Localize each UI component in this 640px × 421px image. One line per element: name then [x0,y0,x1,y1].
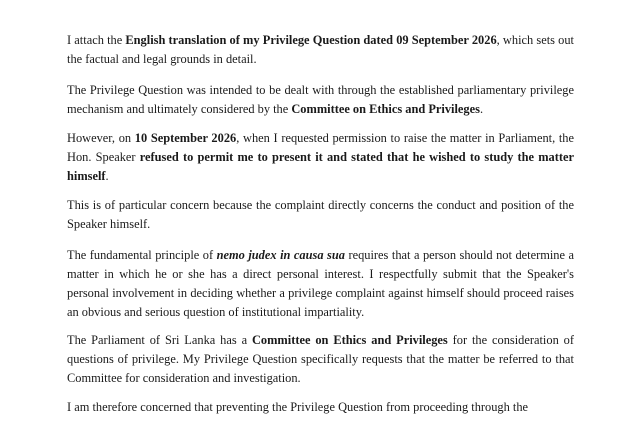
text-segment: However, on [67,131,135,145]
text-segment: , which sets out the factual and legal grounds in detail. [67,33,574,66]
text-segment: This is of particular concern because the complaint directly concerns the conduct and position of the Speaker himself. [67,198,574,231]
paragraph-conclusion-partial [67,398,574,417]
bolditalic-segment: nemo judex in causa sua [216,248,345,262]
bold-segment: Committee on Ethics and Privileges [291,102,480,116]
text-segment: for the consideration of questions of privilege. My Privilege Question specifically requests that the matter be referred to that Committee for consideration and investigation. [67,333,574,385]
bold-segment: Committee on Ethics and Privileges [251,333,448,347]
text-segment: requires that a person should not determine a matter in which he or she has a direct personal interest. I respectfully submit that the Speaker's personal involvement in deciding whether a privilege complaint against himself should proceed raises an obvious and serious question of institutional impartiality. [67,248,574,319]
bold-segment: refused to permit me to present it and stated that he wished to study the matter himself [67,150,574,183]
paragraph-committee [67,331,574,388]
text-segment: , when I requested permission to raise the matter in Parliament, the Hon. Speaker [67,131,574,164]
text-segment: The fundamental principle of [67,248,217,262]
paragraph-intended-mechanism [67,81,574,119]
paragraph-attachment [67,31,574,69]
text-segment: I am therefore concerned that preventing the Privilege Question from proceeding through the [67,400,529,414]
bold-segment: English translation of my Privilege Question dated 09 September 2026 [125,33,497,47]
text-segment: The Privilege Question was intended to be dealt with through the established parliamentary privilege mechanism and ultimately considered by the [67,83,574,116]
paragraph-concern [67,196,574,234]
bold-segment: 10 September 2026 [134,131,237,145]
text-segment: . [105,169,109,183]
paragraph-principle [67,246,574,322]
text-segment: . [479,102,484,116]
text-segment: I attach the [67,33,126,47]
text-segment: The Parliament of Sri Lanka has a [67,333,252,347]
paragraph-speaker-refusal [67,129,574,186]
